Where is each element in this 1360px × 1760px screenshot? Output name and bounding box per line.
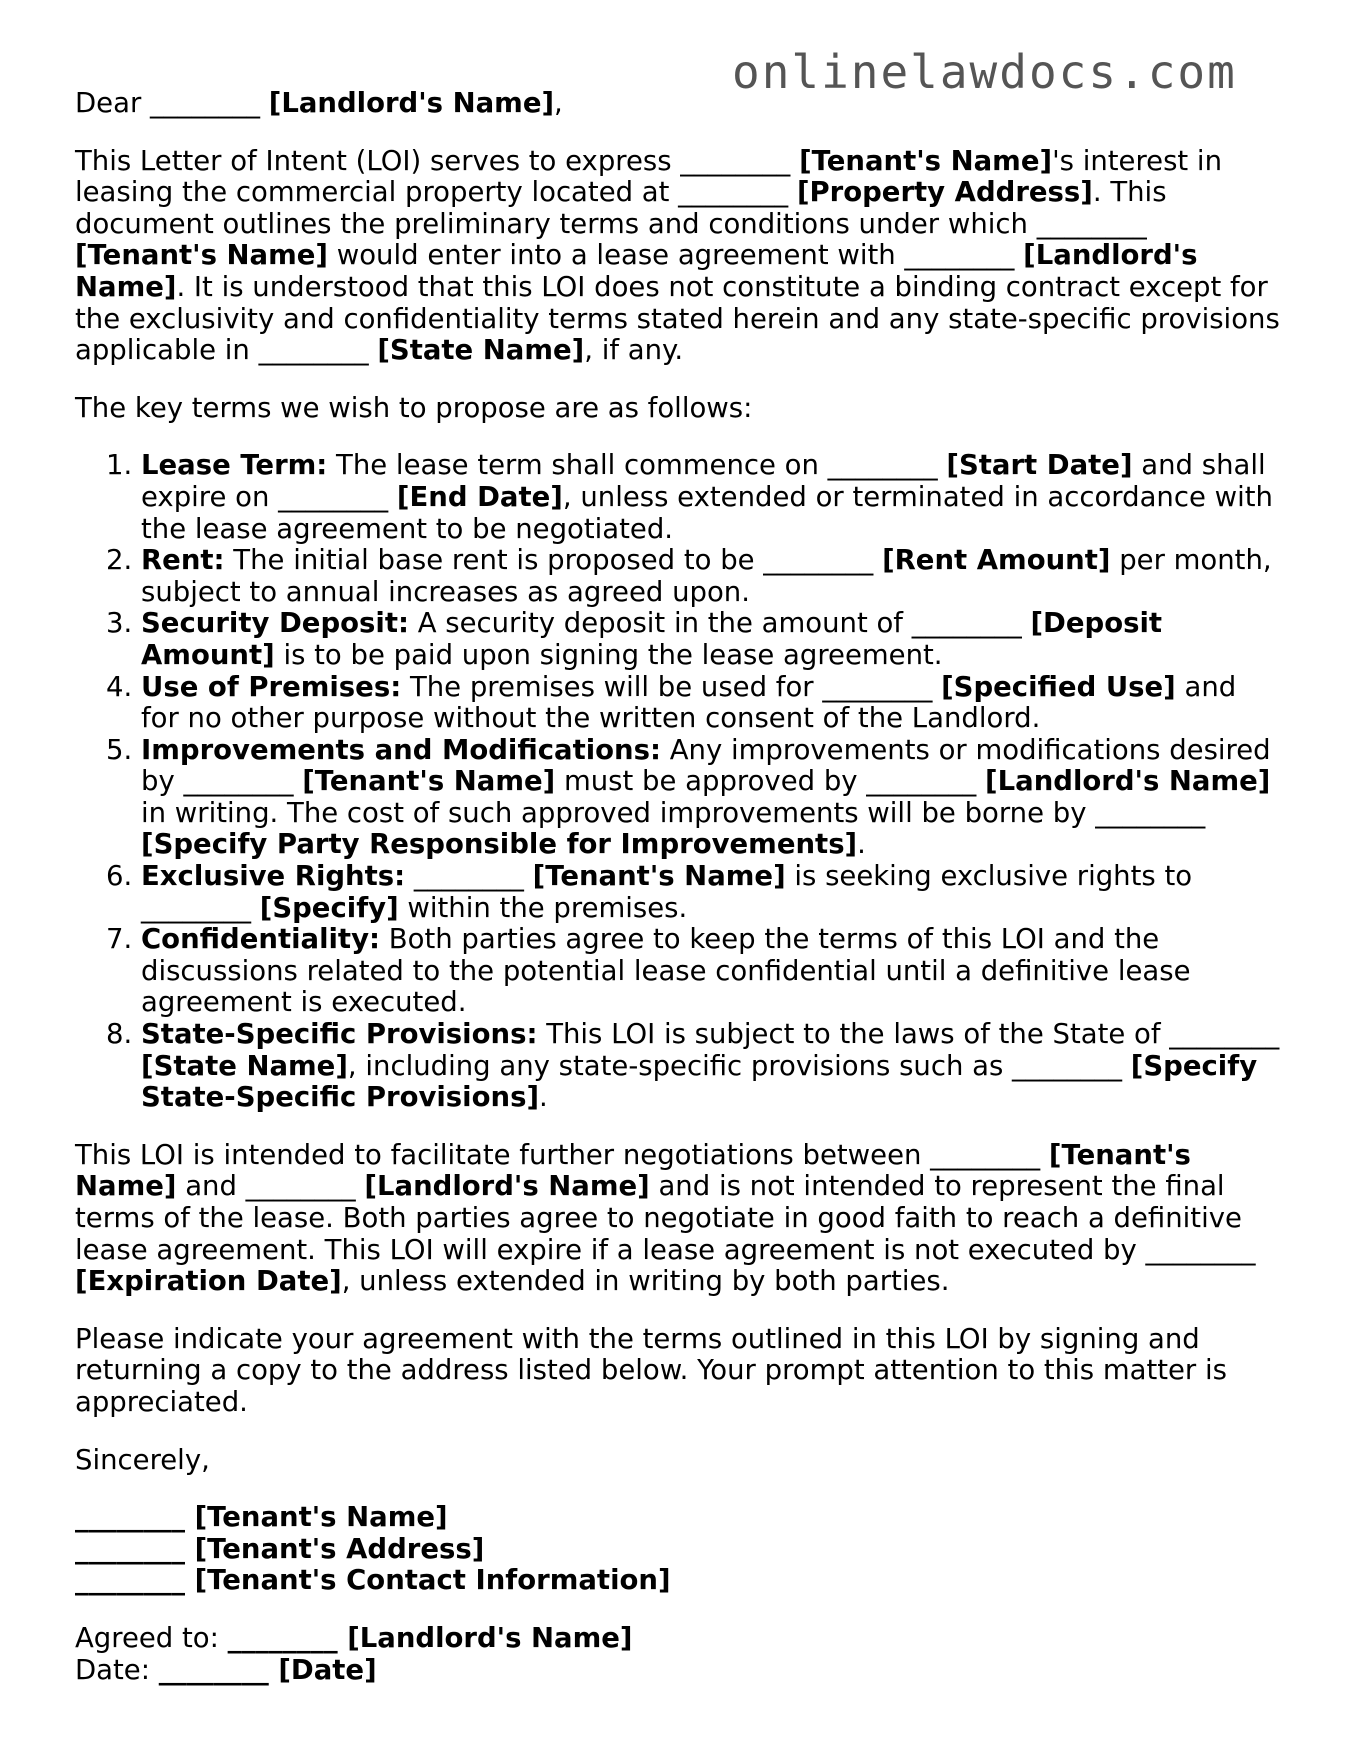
agreed-to-line [75,1623,1280,1655]
term-text: The lease term shall commence on ________ [327,449,947,482]
greeting-placeholder: [Landlord's Name] [268,87,555,119]
term-placeholder: [Landlord's Name] [985,765,1271,798]
term-heading: Use of Premises: [141,670,402,703]
closing-placeholder: [Landlord's Name] [364,1170,650,1203]
request-paragraph: Please indicate your agreement with the terms outlined in this LOI by signing and returning a copy to the address listed below. Your prompt attention to this matter is appreciated. [75,1322,1227,1418]
watermark: onlinelawdocs.com [732,45,1237,99]
greeting-text: Dear ________ [75,87,269,119]
term-placeholder: [Start Date] [946,449,1133,482]
term-text: The initial base rent is proposed to be ________ [224,544,883,577]
intro-placeholder: [State Name] [377,334,585,367]
term-heading: Improvements and Modifications: [141,733,661,766]
term-text: in writing. The cost of such approved improvements will be borne by ________ [141,796,1206,829]
term-text: per month, subject to annual increases as agreed upon. [141,544,1272,608]
closing-paragraph [75,1140,1280,1298]
closing-placeholder: [Expiration Date] [75,1265,342,1298]
term-heading: State-Specific Provisions: [141,1018,538,1051]
date-placeholder: ________ [Date] [158,1653,377,1686]
intro-text: would enter into a lease agreement with ________ [328,239,1024,272]
signoff: Sincerely, [75,1443,210,1476]
intro-text: This Letter of Intent (LOI) serves to express ________ [75,144,800,177]
intro-placeholder: [Tenant's Name] [75,239,328,272]
term-text: must be approved by ________ [555,765,986,798]
term-text: , unless extended or terminated in accordance with the lease agreement to be negotiated. [141,480,1273,545]
term-improvements [141,735,1280,861]
term-placeholder: [Deposit Amount] [141,607,1163,671]
term-placeholder: [Tenant's Name] [302,765,556,798]
intro-text: . This document outlines the preliminary terms and conditions under which ________ [75,176,1167,240]
intro-paragraph [75,146,1280,367]
term-text: Both parties agree to keep the terms of this LOI and the discussions related to the potential lease confidential until a definitive lease agreement is executed. [141,923,1191,1019]
term-confidentiality [141,924,1280,1019]
term-rent [141,545,1280,608]
term-text: , including any state-specific provisions such as ________ [347,1049,1131,1082]
intro-text: 's interest in leasing the commercial property located at ________ [75,144,1223,209]
term-heading: Security Deposit: [141,607,409,640]
term-text: and shall expire on ________ [141,449,1266,513]
terms-list [75,450,1280,1113]
intro-placeholder: [Tenant's Name] [799,144,1053,177]
closing-placeholder: [Tenant's Name] [75,1138,1191,1203]
term-text: . [857,828,866,861]
closing-text: and is not intended to represent the final terms of the lease. Both parties agree to negotiate in good faith to reach a definitive lease agreement. This LOI will expire if a lease agreement is not executed by ________ [75,1170,1256,1266]
term-heading: Lease Term: [141,449,328,482]
term-text: . [539,1081,548,1114]
term-use-of-premises [141,672,1280,735]
term-lease-term [141,450,1280,545]
greeting [75,88,1280,120]
signature-block [75,1502,1280,1597]
term-text: is seeking exclusive rights to ________ [141,860,1193,924]
term-text: is to be paid upon signing the lease agreement. [274,638,943,671]
term-heading: Rent: [141,544,225,577]
closing-text: , unless extended in writing by both parties. [341,1265,950,1298]
term-text: ________ [405,860,533,893]
intro-placeholder: [Property Address] [796,176,1093,209]
term-text: and for no other purpose without the written consent of the Landlord. [141,670,1237,735]
closing-text: This LOI is intended to facilitate further negotiations between ________ [75,1138,1049,1171]
term-placeholder: [Specified Use] [941,670,1176,703]
term-placeholder: [Specify State-Specific Provisions] [141,1049,1258,1114]
closing-text: and ________ [176,1170,365,1203]
greeting-punct: , [554,87,563,119]
intro-text: . It is understood that this LOI does not constitute a binding contract except for the exclusivity and confidentiality terms stated herein and any state-specific provisions applicable in ________ [75,270,1280,367]
signature-tenant-name: ________ [Tenant's Name] [75,1501,448,1534]
intro-placeholder: [Landlord's Name] [75,239,1198,303]
signature-tenant-address: ________ [Tenant's Address] [75,1532,485,1565]
term-placeholder: [Specify Party Responsible for Improvements] [141,828,858,861]
term-text: within the premises. [398,891,688,924]
agreement-block [75,1623,1280,1686]
term-heading: Confidentiality: [141,923,381,956]
date-label: Date: [75,1653,159,1686]
term-text: Any improvements or modifications desired by ________ [141,733,1271,798]
term-text: This LOI is subject to the laws of the State of ________ [537,1018,1280,1051]
term-exclusive-rights [141,861,1280,924]
term-security-deposit [141,608,1280,671]
term-placeholder: [Specify] [259,891,399,924]
key-terms-intro: The key terms we wish to propose are as follows: [75,391,753,424]
term-placeholder: [End Date] [396,480,563,513]
term-text: The premises will be used for ________ [401,670,942,703]
term-placeholder: [Tenant's Name] [532,860,786,893]
term-heading: Exclusive Rights: [141,860,406,893]
agreed-label: Agreed to: [75,1621,228,1654]
letter-body [75,88,1280,1686]
agreed-placeholder: ________ [Landlord's Name] [227,1621,633,1654]
signature-tenant-contact: ________ [Tenant's Contact Information] [75,1564,671,1597]
term-placeholder: [Rent Amount] [882,544,1111,577]
intro-text: , if any. [584,334,684,367]
date-line [75,1655,1280,1687]
term-placeholder: [State Name] [141,1049,348,1082]
term-text: A security deposit in the amount of ________ [408,607,1031,640]
term-state-specific [141,1019,1280,1114]
